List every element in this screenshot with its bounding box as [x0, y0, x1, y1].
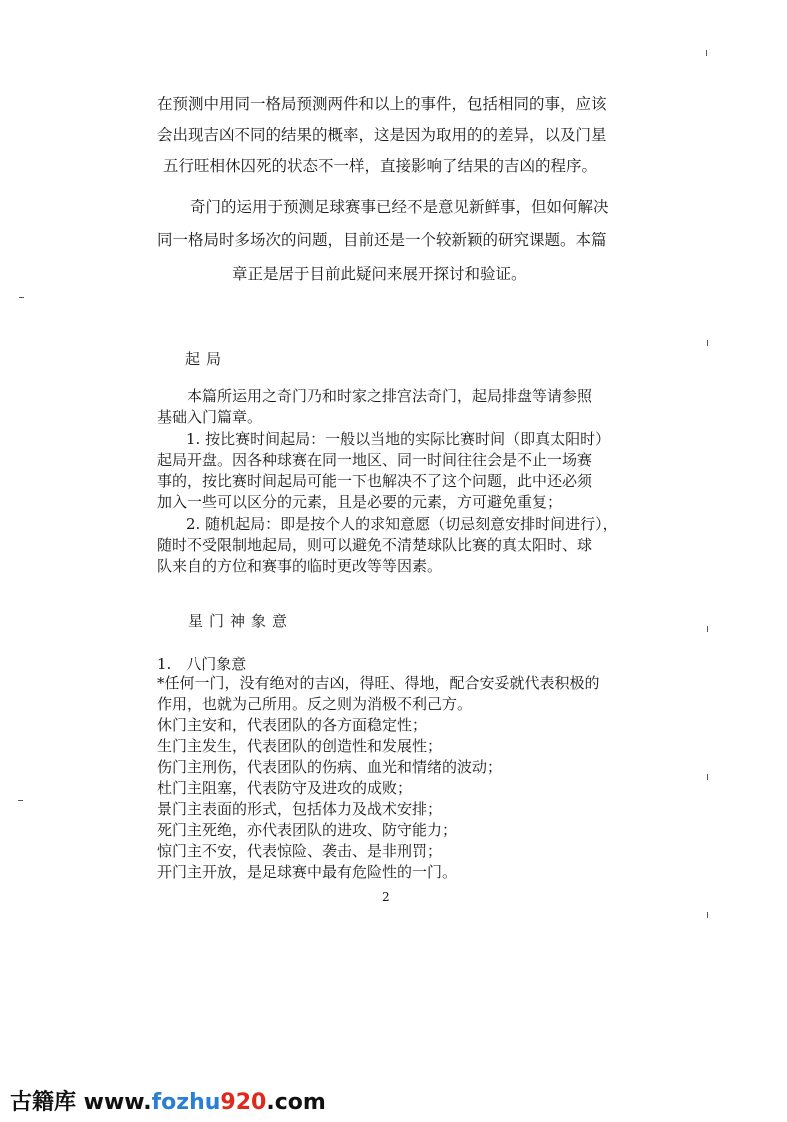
- body-line: 本篇所运用之奇门乃和时家之排宫法奇门，起局排盘等请参照: [187, 387, 593, 405]
- body-line: 1. 八门象意: [157, 655, 247, 673]
- body-line: 生门主发生，代表团队的创造性和发展性；: [157, 737, 443, 755]
- watermark-brand: fozhu: [151, 1090, 221, 1115]
- intro-line: 章正是居于目前此疑问来展开探讨和验证。: [232, 265, 527, 283]
- watermark-suffix: .com: [266, 1090, 326, 1115]
- intro-line: 同一格局时多场次的问题，目前还是一个较新颖的研究课题。本篇: [157, 231, 607, 249]
- body-line: 作用，也就为己所用。反之则为消极不利己方。: [157, 695, 473, 713]
- body-line: 事的，按比赛时间起局可能一下也解决不了这个问题，此中还必须: [157, 472, 593, 490]
- intro-line: 会出现吉凶不同的结果的概率，这是因为取用的的差异，以及门星: [157, 126, 607, 144]
- scan-mark: [707, 626, 708, 632]
- body-line: 1. 按比赛时间起局：一般以当地的实际比赛时间（即真太阳时）: [186, 430, 611, 448]
- body-line: 杜门主阻塞，代表防守及进攻的成败；: [157, 779, 413, 797]
- body-line: 开门主开放，是足球赛中最有危险性的一门。: [157, 863, 458, 881]
- body-line: 休门主安和，代表团队的各方面稳定性；: [157, 716, 428, 734]
- page-number: 2: [382, 890, 390, 904]
- intro-line: 五行旺相休囚死的状态不一样，直接影响了结果的吉凶的程序。: [163, 157, 598, 175]
- intro-line: 奇门的运用于预测足球赛事已经不是意见新鲜事，但如何解决: [190, 198, 609, 216]
- scan-mark: [707, 774, 708, 780]
- watermark-number: 920: [220, 1090, 267, 1115]
- body-line: 随时不受限制地起局，则可以避免不清楚球队比赛的真太阳时、球: [157, 536, 593, 554]
- body-line: 2. 随机起局：即是按个人的求知意愿（切忌刻意安排时间进行），: [186, 515, 618, 533]
- body-line: 死门主死绝，亦代表团队的进攻、防守能力；: [157, 821, 458, 839]
- scan-mark: [18, 800, 23, 801]
- body-line: 景门主表面的形式，包括体力及战术安排；: [157, 800, 443, 818]
- section-heading-xingmen: 星门神象意: [188, 612, 294, 630]
- scan-mark: [707, 340, 708, 346]
- body-line: 基础入门篇章。: [157, 408, 263, 426]
- scan-mark: [707, 912, 708, 918]
- body-line: 起局开盘。因各种球赛在同一地区、同一时间往往会是不止一场赛: [157, 451, 593, 469]
- body-line: 惊门主不安，代表惊险、袭击、是非刑罚；: [157, 842, 443, 860]
- body-line: 伤门主刑伤，代表团队的伤病、血光和情绪的波动；: [157, 758, 503, 776]
- site-watermark: [10, 1085, 326, 1116]
- intro-line: 在预测中用同一格局预测两件和以上的事件，包括相同的事，应该: [157, 95, 607, 113]
- watermark-prefix: 古籍库 www.: [10, 1090, 152, 1115]
- scan-mark: [19, 297, 24, 298]
- body-line: *任何一门，没有绝对的吉凶，得旺、得地，配合安妥就代表积极的: [157, 674, 600, 692]
- body-line: 队来自的方位和赛事的临时更改等等因素。: [157, 557, 443, 575]
- section-heading-qiju: 起局: [185, 350, 228, 368]
- body-line: 加入一些可以区分的元素，且是必要的元素，方可避免重复；: [157, 493, 563, 511]
- scan-mark: [706, 50, 707, 56]
